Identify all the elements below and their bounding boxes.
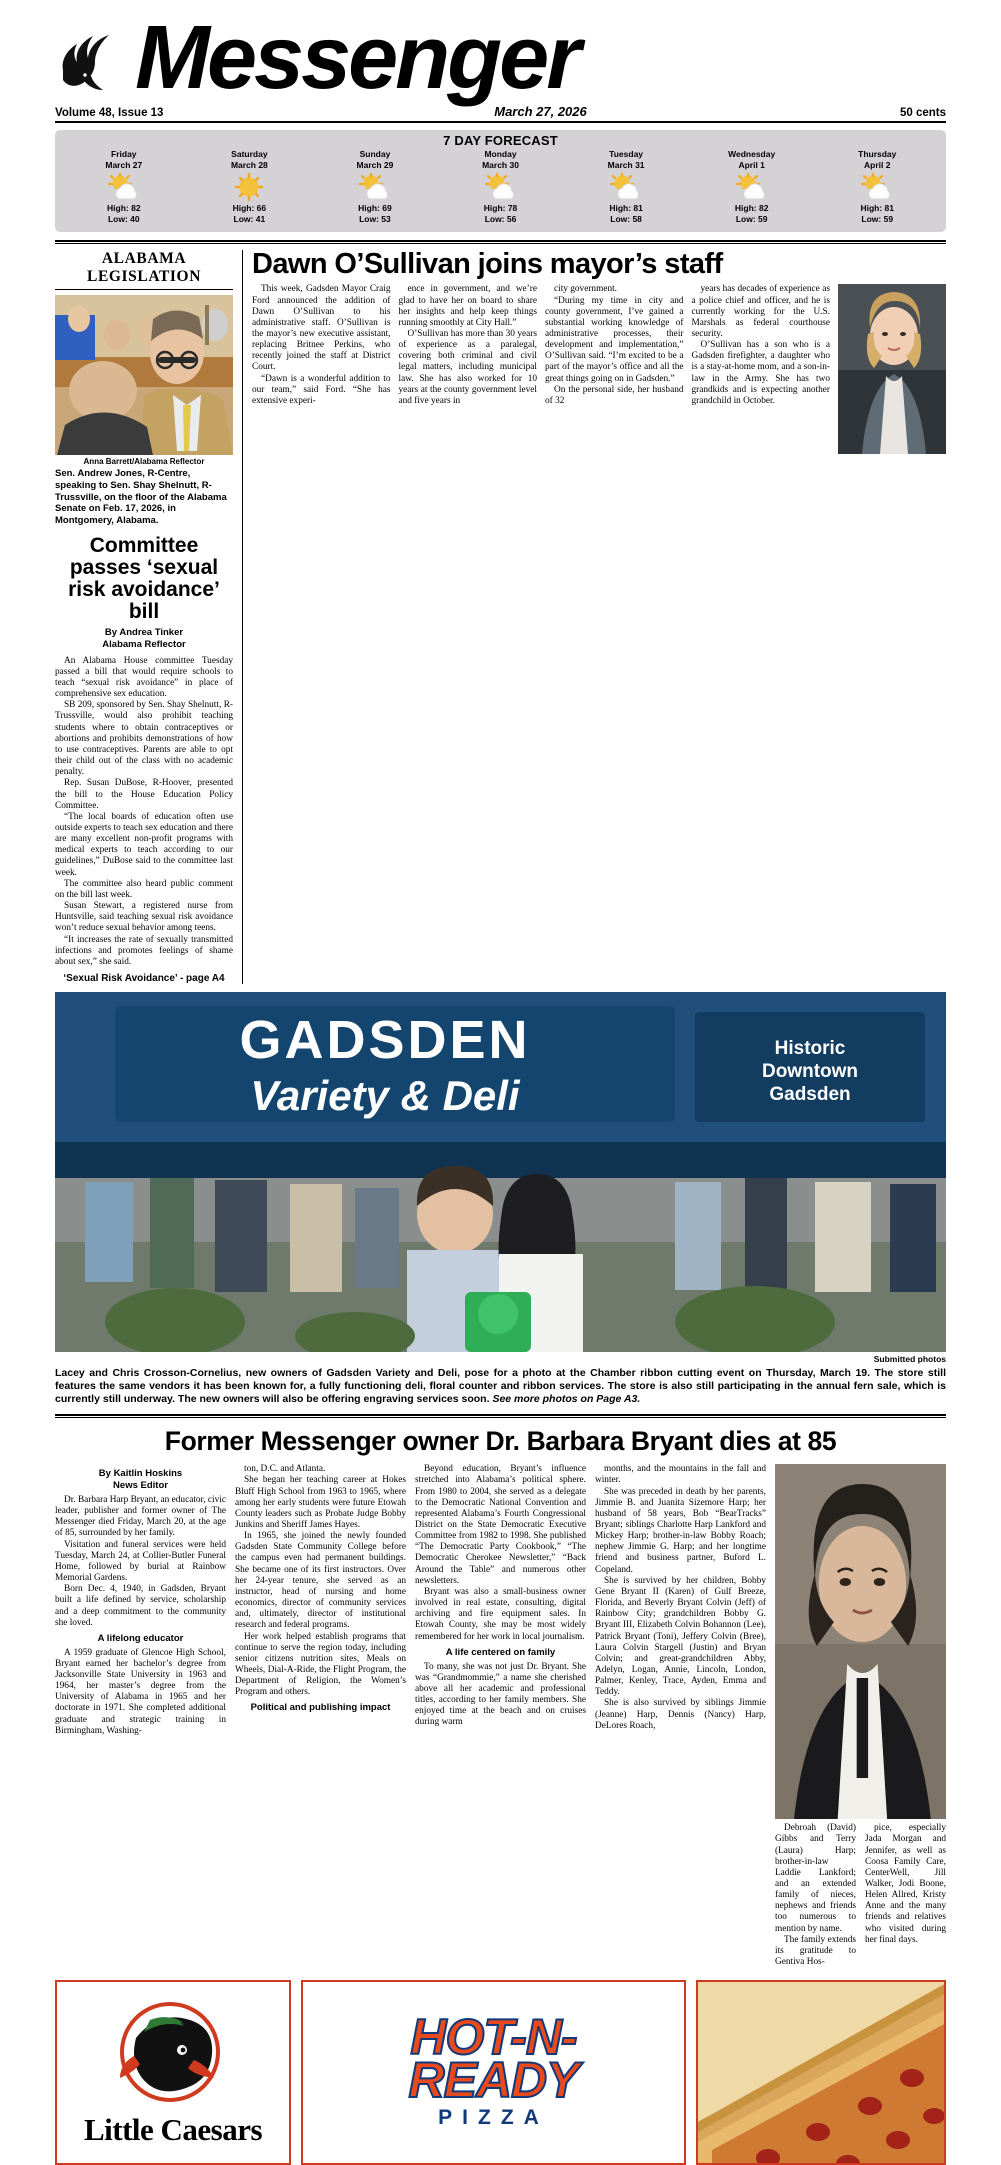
forecast-day-2 bbox=[312, 149, 438, 225]
issue-date: March 27, 2026 bbox=[494, 104, 587, 119]
forecast-high: High: 69 bbox=[358, 203, 392, 214]
obit-c4-para-3: She is also survived by siblings Jimmie (Jeanne) Harp, Dennis (Nancy) Harp, DeLores Roach, bbox=[595, 1698, 766, 1731]
mayor-col4-para-0: years has decades of experience as a police chief and officer, and he is currently working for the U.S. Marshals as federal courthouse security. bbox=[691, 284, 830, 339]
legislation-body bbox=[55, 656, 233, 968]
obituary-section bbox=[55, 1428, 946, 1968]
obit-c5-para-1: The family extends its gratitude to Gentiva Hos- bbox=[775, 1934, 856, 1968]
top-section bbox=[55, 250, 946, 984]
obit-c5-para-0: Debroah (David) Gibbs and Terry (Laura) Harp; brother-in-law Laddie Lankford; and an extended family of nieces, nephews and friends too numerous to mention by name. bbox=[775, 1823, 856, 1934]
volume-issue: Volume 48, Issue 13 bbox=[55, 107, 164, 119]
legislation-byline bbox=[55, 627, 233, 651]
byline-author: By Andrea Tinker bbox=[104, 626, 184, 638]
legislation-para-2: Rep. Susan DuBose, R-Hoover, presented the bill to the House Education Policy Committee. bbox=[55, 778, 233, 811]
legislation-para-4: The committee also heard public comment on the bill last week. bbox=[55, 878, 233, 900]
forecast-low: Low: 59 bbox=[861, 214, 894, 225]
mayor-story-col-3 bbox=[545, 284, 684, 454]
forecast-low: Low: 58 bbox=[610, 214, 642, 225]
hnr-line-1: HOT-N- bbox=[410, 2008, 577, 2065]
legislation-photo-credit: Anna Barrett/Alabama Reflector bbox=[83, 457, 205, 467]
obit-c4-para-2: She is survived by her children, Bobby Gene Bryant II (Karen) of Gulf Breeze, Florida, and Beverly Bryant Colvin (Jeff) of Rainbow City; grandchildren Bobby G. Bryant III, Elizabeth Colvin Bohannon (Lee), Patrick Bryant (Toni), Jeffery Colvin (Bree), Laura Colvin Stargell (Justin) and Bryan Colvin; and great-grandchildren Abby, Adelyn, Logan, Annie, Lincoln, London, Palmer, Kenley, Trace, Ayden, Emma and Teddy. bbox=[595, 1575, 766, 1698]
mayor-story-col-1 bbox=[252, 284, 391, 454]
forecast-day-3 bbox=[438, 149, 564, 225]
svg-text:Historic: Historic bbox=[774, 1038, 846, 1060]
obit-c3b-para-0: To many, she was not just Dr. Bryant. She was “Grandmommie,” a name she cherished above all her academic and professional titles, according to her family members. She enjoyed time at the beach and on cruises during warm bbox=[415, 1661, 586, 1728]
svg-text:Variety & Deli: Variety & Deli bbox=[250, 1072, 520, 1120]
header-rule bbox=[55, 240, 946, 244]
feature-photo-credit: Submitted photos bbox=[873, 1354, 946, 1365]
obit-col-6 bbox=[865, 1823, 946, 1968]
svg-text:GADSDEN: GADSDEN bbox=[239, 1010, 531, 1071]
forecast-day-0 bbox=[61, 149, 187, 225]
forecast-high: High: 82 bbox=[107, 203, 141, 214]
mayor-col3-para-1: “During my time in city and county government, I’ve gained a substantial working knowledge of administrative processes, their development and implementation,” O’Sullivan said. “I’m excited to be a part of the mayor’s office and all the great things going on in Gadsden.” bbox=[545, 295, 684, 384]
caesar-head-icon bbox=[98, 1998, 248, 2106]
legislation-cutline: Sen. Andrew Jones, R-Centre, speaking to Sen. Shay Shelnutt, R-Trussville, on the floor of the Alabama Senate on Feb. 17, 2026, in Montgomery, Alabama. bbox=[55, 468, 227, 527]
forecast-day-4 bbox=[563, 149, 689, 225]
hot-n-ready-ad[interactable] bbox=[301, 1980, 686, 2165]
little-caesars-ad[interactable] bbox=[55, 1980, 291, 2165]
forecast-dow: Wednesday bbox=[728, 149, 776, 159]
obit-byline-author: By Kaitlin Hoskins bbox=[98, 1468, 183, 1480]
price: 50 cents bbox=[899, 107, 946, 119]
obit-c2-para-2: In 1965, she joined the newly founded Gadsden State Community College before the campus even had permanent buildings. She became one of its first instructors. Over her 24-year tenure, she served as an instructor, head of nursing and home economics, director of community services and, ultimately, director of institutional research and federal programs. bbox=[235, 1531, 406, 1631]
obituary-headline: Former Messenger owner Dr. Barbara Bryant dies at 85 bbox=[164, 1426, 837, 1457]
obit-subhead-educator: A lifelong educator bbox=[97, 1632, 184, 1644]
svg-text:Gadsden: Gadsden bbox=[769, 1084, 851, 1106]
mayor-story-columns bbox=[252, 284, 946, 454]
weather-forecast bbox=[55, 130, 946, 232]
sun-icon bbox=[187, 172, 313, 202]
mayor-story-headline: Dawn O’Sullivan joins mayor’s staff bbox=[252, 248, 723, 281]
mayor-story-column bbox=[252, 250, 946, 984]
mayor-col1-para-0: This week, Gadsden Mayor Craig Ford announced the addition of Dawn O’Sullivan to his administrative staff. O’Sullivan is the mayor’s new executive assistant, replacing Britnee Perkins, who recently joined the staff at District Court. bbox=[252, 284, 391, 373]
obit-rule bbox=[55, 1414, 946, 1418]
legislation-para-6: “It increases the rate of sexually transmitted infections and promotes feelings of shame about sex,” she said. bbox=[55, 934, 233, 967]
forecast-low: Low: 41 bbox=[233, 214, 266, 225]
obit-c1-para-2: Born Dec. 4, 1940, in Gadsden, Bryant built a life defined by service, scholarship and a deep commitment to the community she loved. bbox=[55, 1584, 226, 1628]
feature-cutline-seemore: See more photos on Page A3. bbox=[492, 1393, 641, 1406]
forecast-high: High: 82 bbox=[734, 203, 769, 214]
dawn-osullivan-portrait bbox=[838, 284, 946, 454]
advertisement-row bbox=[55, 1980, 946, 2165]
obit-c1b-para-0: A 1959 graduate of Glencoe High School, Bryant earned her bachelor’s degree from Jacksonville State University in 1963 and 1964, her master’s degree from the University of Alabama in 1965 and her doctorate in 1971. She completed additional graduate and strategic training in Birmingham, Washing- bbox=[55, 1647, 226, 1736]
forecast-date: March 30 bbox=[482, 159, 519, 170]
sun-behind-cloud-icon bbox=[563, 172, 689, 202]
obit-c4-para-0: months, and the mountains in the fall and winter. bbox=[595, 1464, 766, 1486]
mayor-col4-para-1: O’Sullivan has a son who is a Gadsden firefighter, a daughter who is a stay-at-home mom, and a son-in-law in the Army. She has two grandkids and is expecting another grandchild in October. bbox=[691, 340, 830, 406]
dove-icon bbox=[55, 30, 133, 94]
obit-byline bbox=[55, 1468, 226, 1492]
column-divider bbox=[242, 250, 243, 984]
hnr-line-3: PIZZA bbox=[438, 2105, 549, 2129]
gadsden-variety-deli-photo bbox=[55, 992, 946, 1352]
feature-cutline bbox=[55, 1367, 946, 1406]
legislation-kicker: ALABAMA LEGISLATION bbox=[55, 250, 233, 290]
forecast-low: Low: 56 bbox=[484, 214, 517, 225]
obit-byline-title: News Editor bbox=[113, 1480, 168, 1492]
byline-organization: Alabama Reflector bbox=[102, 638, 186, 650]
forecast-dow: Monday bbox=[484, 149, 517, 159]
forecast-day-6 bbox=[814, 149, 940, 225]
forecast-day-5 bbox=[689, 149, 815, 225]
legislation-jumpline: ‘Sexual Risk Avoidance’ - page A4 bbox=[63, 973, 225, 985]
sun-behind-cloud-icon bbox=[438, 172, 564, 202]
legislation-para-5: Susan Stewart, a registered nurse from Huntsville, said teaching sexual risk avoidance won’t reduce sexual behavior among teens. bbox=[55, 901, 233, 934]
mayor-col2-para-1: O’Sullivan has more than 30 years of experience as a paralegal, covering both criminal and civil legal matters, including municipal law. She has also worked for 10 years at the county government level and five years in bbox=[398, 328, 537, 406]
obit-c4-para-1: She was preceded in death by her parents, Jimmie B. and Juanita Sizemore Harp; her husband of 58 years, Bob “BearTracks” Bryant; siblings Charlotte Harp Lankford and Mickey Harp; brother-in-law Bobby Roach; nephew Jimmie G. Harp; and her longtime friend and business partner, Buford L. Copeland. bbox=[595, 1486, 766, 1575]
forecast-date: April 1 bbox=[738, 159, 765, 170]
obit-c1-para-0: Dr. Barbara Harp Bryant, an educator, civic leader, publisher and former owner of The Messenger died Friday, March 20, at the age of 85, surrounded by her family. bbox=[55, 1494, 226, 1539]
forecast-high: High: 66 bbox=[232, 203, 267, 214]
obit-c2-para-0: ton, D.C. and Atlanta. bbox=[244, 1464, 326, 1475]
forecast-dow: Sunday bbox=[359, 149, 391, 159]
masthead bbox=[55, 0, 946, 109]
forecast-high: High: 81 bbox=[860, 203, 895, 214]
little-caesars-name: Little Caesars bbox=[83, 2111, 263, 2147]
forecast-date: March 31 bbox=[607, 159, 645, 170]
forecast-dow: Thursday bbox=[858, 149, 897, 159]
obit-c6-para-0: pice, especially Jada Morgan and Jennifer, as well as Coosa Family Care, CenterWell, Jill Walker, Jodi Boone, Helen Allred, Kristy Anne and the many friends and relatives who visited during her final days. bbox=[865, 1823, 946, 1945]
senate-floor-photo bbox=[55, 295, 233, 455]
legislation-headline: Committee passes ‘sexual risk avoidance’ bill bbox=[68, 533, 220, 623]
forecast-date: March 27 bbox=[105, 159, 143, 170]
masthead-title: Messenger bbox=[135, 8, 579, 109]
forecast-low: Low: 40 bbox=[107, 214, 140, 225]
obit-subhead-family: A life centered on family bbox=[445, 1646, 556, 1658]
sun-behind-cloud-icon bbox=[312, 172, 438, 202]
mayor-story-col-4 bbox=[692, 284, 831, 454]
svg-text:Downtown: Downtown bbox=[761, 1061, 859, 1083]
forecast-high: High: 78 bbox=[483, 203, 518, 214]
forecast-dow: Tuesday bbox=[609, 149, 644, 159]
forecast-dow: Saturday bbox=[231, 149, 268, 159]
feature-photo-block bbox=[55, 992, 946, 1406]
forecast-title: 7 DAY FORECAST bbox=[443, 133, 558, 148]
mayor-col3-para-2: On the personal side, her husband of 32 bbox=[545, 384, 684, 406]
forecast-date: April 2 bbox=[864, 159, 891, 170]
obit-c3-para-0: Beyond education, Bryant’s influence stretched into Alabama’s political sphere. From 1980 to 2004, she served as a delegate to the Democratic National Convention and represented Alabama’s Fourth Congressional District on the State Democratic Executive Committee from 1982 to 1998. She published “The Democratic Party Cookbook,” “The Democratic Cherokee Newsletter,” “Back Around the Table” and numerous other newsletters. bbox=[415, 1464, 586, 1586]
forecast-date: March 29 bbox=[356, 159, 394, 170]
sun-behind-cloud-icon bbox=[61, 172, 187, 202]
forecast-day-1 bbox=[187, 149, 313, 225]
legislation-column bbox=[55, 250, 233, 984]
pizza-photo-ad[interactable] bbox=[696, 1980, 946, 2165]
legislation-para-1: SB 209, sponsored by Sen. Shay Shelnutt, R-Trussville, would also prohibit teaching students where to obtain contraceptives or abortions and prohibits demonstrations of how to use contraceptives. Parents are able to opt their child out of the class with no academic penalty. bbox=[55, 700, 233, 778]
obit-c3-para-1: Bryant was also a small-business owner involved in real estate, consulting, digital archiving and fire equipment sales. In Etowah County, she may be most widely remembered for her work in local journalism. bbox=[415, 1586, 586, 1642]
obit-c2-para-1: She began her teaching career at Hokes Bluff High School from 1963 to 1965, where among her early students were future Etowah County leaders such as Probate Judge Bobby Junkins and Sheriff James Hayes. bbox=[235, 1475, 406, 1530]
mayor-col2-para-0: ence in government, and we’re glad to have her on board to share her insights and help keep things running smoothly at City Hall.” bbox=[398, 284, 537, 328]
forecast-low: Low: 59 bbox=[735, 214, 768, 225]
forecast-low: Low: 53 bbox=[359, 214, 391, 225]
forecast-high: High: 81 bbox=[609, 203, 643, 214]
mayor-col3-para-0: city government. bbox=[554, 284, 617, 295]
hnr-line-2: READY bbox=[408, 2051, 579, 2108]
sun-behind-cloud-icon bbox=[689, 172, 815, 202]
legislation-para-0: An Alabama House committee Tuesday passed a bill that would require schools to teach “sexual risk avoidance” in place of comprehensive sex education. bbox=[55, 655, 233, 700]
barbara-bryant-portrait bbox=[775, 1464, 946, 1819]
legislation-para-3: “The local boards of education often use outside experts to teach sex education and there are many excellent non-profit programs with medical experts to teach according to our guidelines,” DuBose said to the committee last week. bbox=[55, 811, 233, 878]
forecast-date: March 28 bbox=[230, 159, 268, 170]
obit-c1-para-1: Visitation and funeral services were held Tuesday, March 24, at Collier-Butler Funeral Home, followed by burial at Rainbow Memorial Gardens. bbox=[55, 1539, 226, 1584]
sun-behind-cloud-icon bbox=[814, 172, 940, 202]
obit-col-5 bbox=[775, 1823, 856, 1968]
mayor-col1-para-1: “Dawn is a wonderful addition to our team,” said Ford. “She has extensive experi- bbox=[252, 373, 391, 406]
forecast-dow: Friday bbox=[111, 149, 137, 159]
mayor-story-col-2 bbox=[399, 284, 538, 454]
obit-c2-para-3: Her work helped establish programs that continue to serve the region today, including senior citizens nutrition sites, Meals on Wheels, Dial-A-Ride, the Flight Program, the Department of Religion, the Women’s Program and others. bbox=[235, 1631, 406, 1698]
forecast-days bbox=[61, 149, 940, 225]
obit-subhead-political: Political and publishing impact bbox=[250, 1702, 391, 1714]
feature-cutline-text: Lacey and Chris Crosson-Cornelius, new owners of Gadsden Variety and Deli, pose for a photo at the Chamber ribbon cutting event on Thursday, March 19. The store still features the same vendors it has been known for, a fully functioning deli, floral counter and ribbon services. The store is also still participating in the annual fern sale, which is currently still underway. The new owners will also be offering engraving services soon. bbox=[55, 1367, 946, 1406]
